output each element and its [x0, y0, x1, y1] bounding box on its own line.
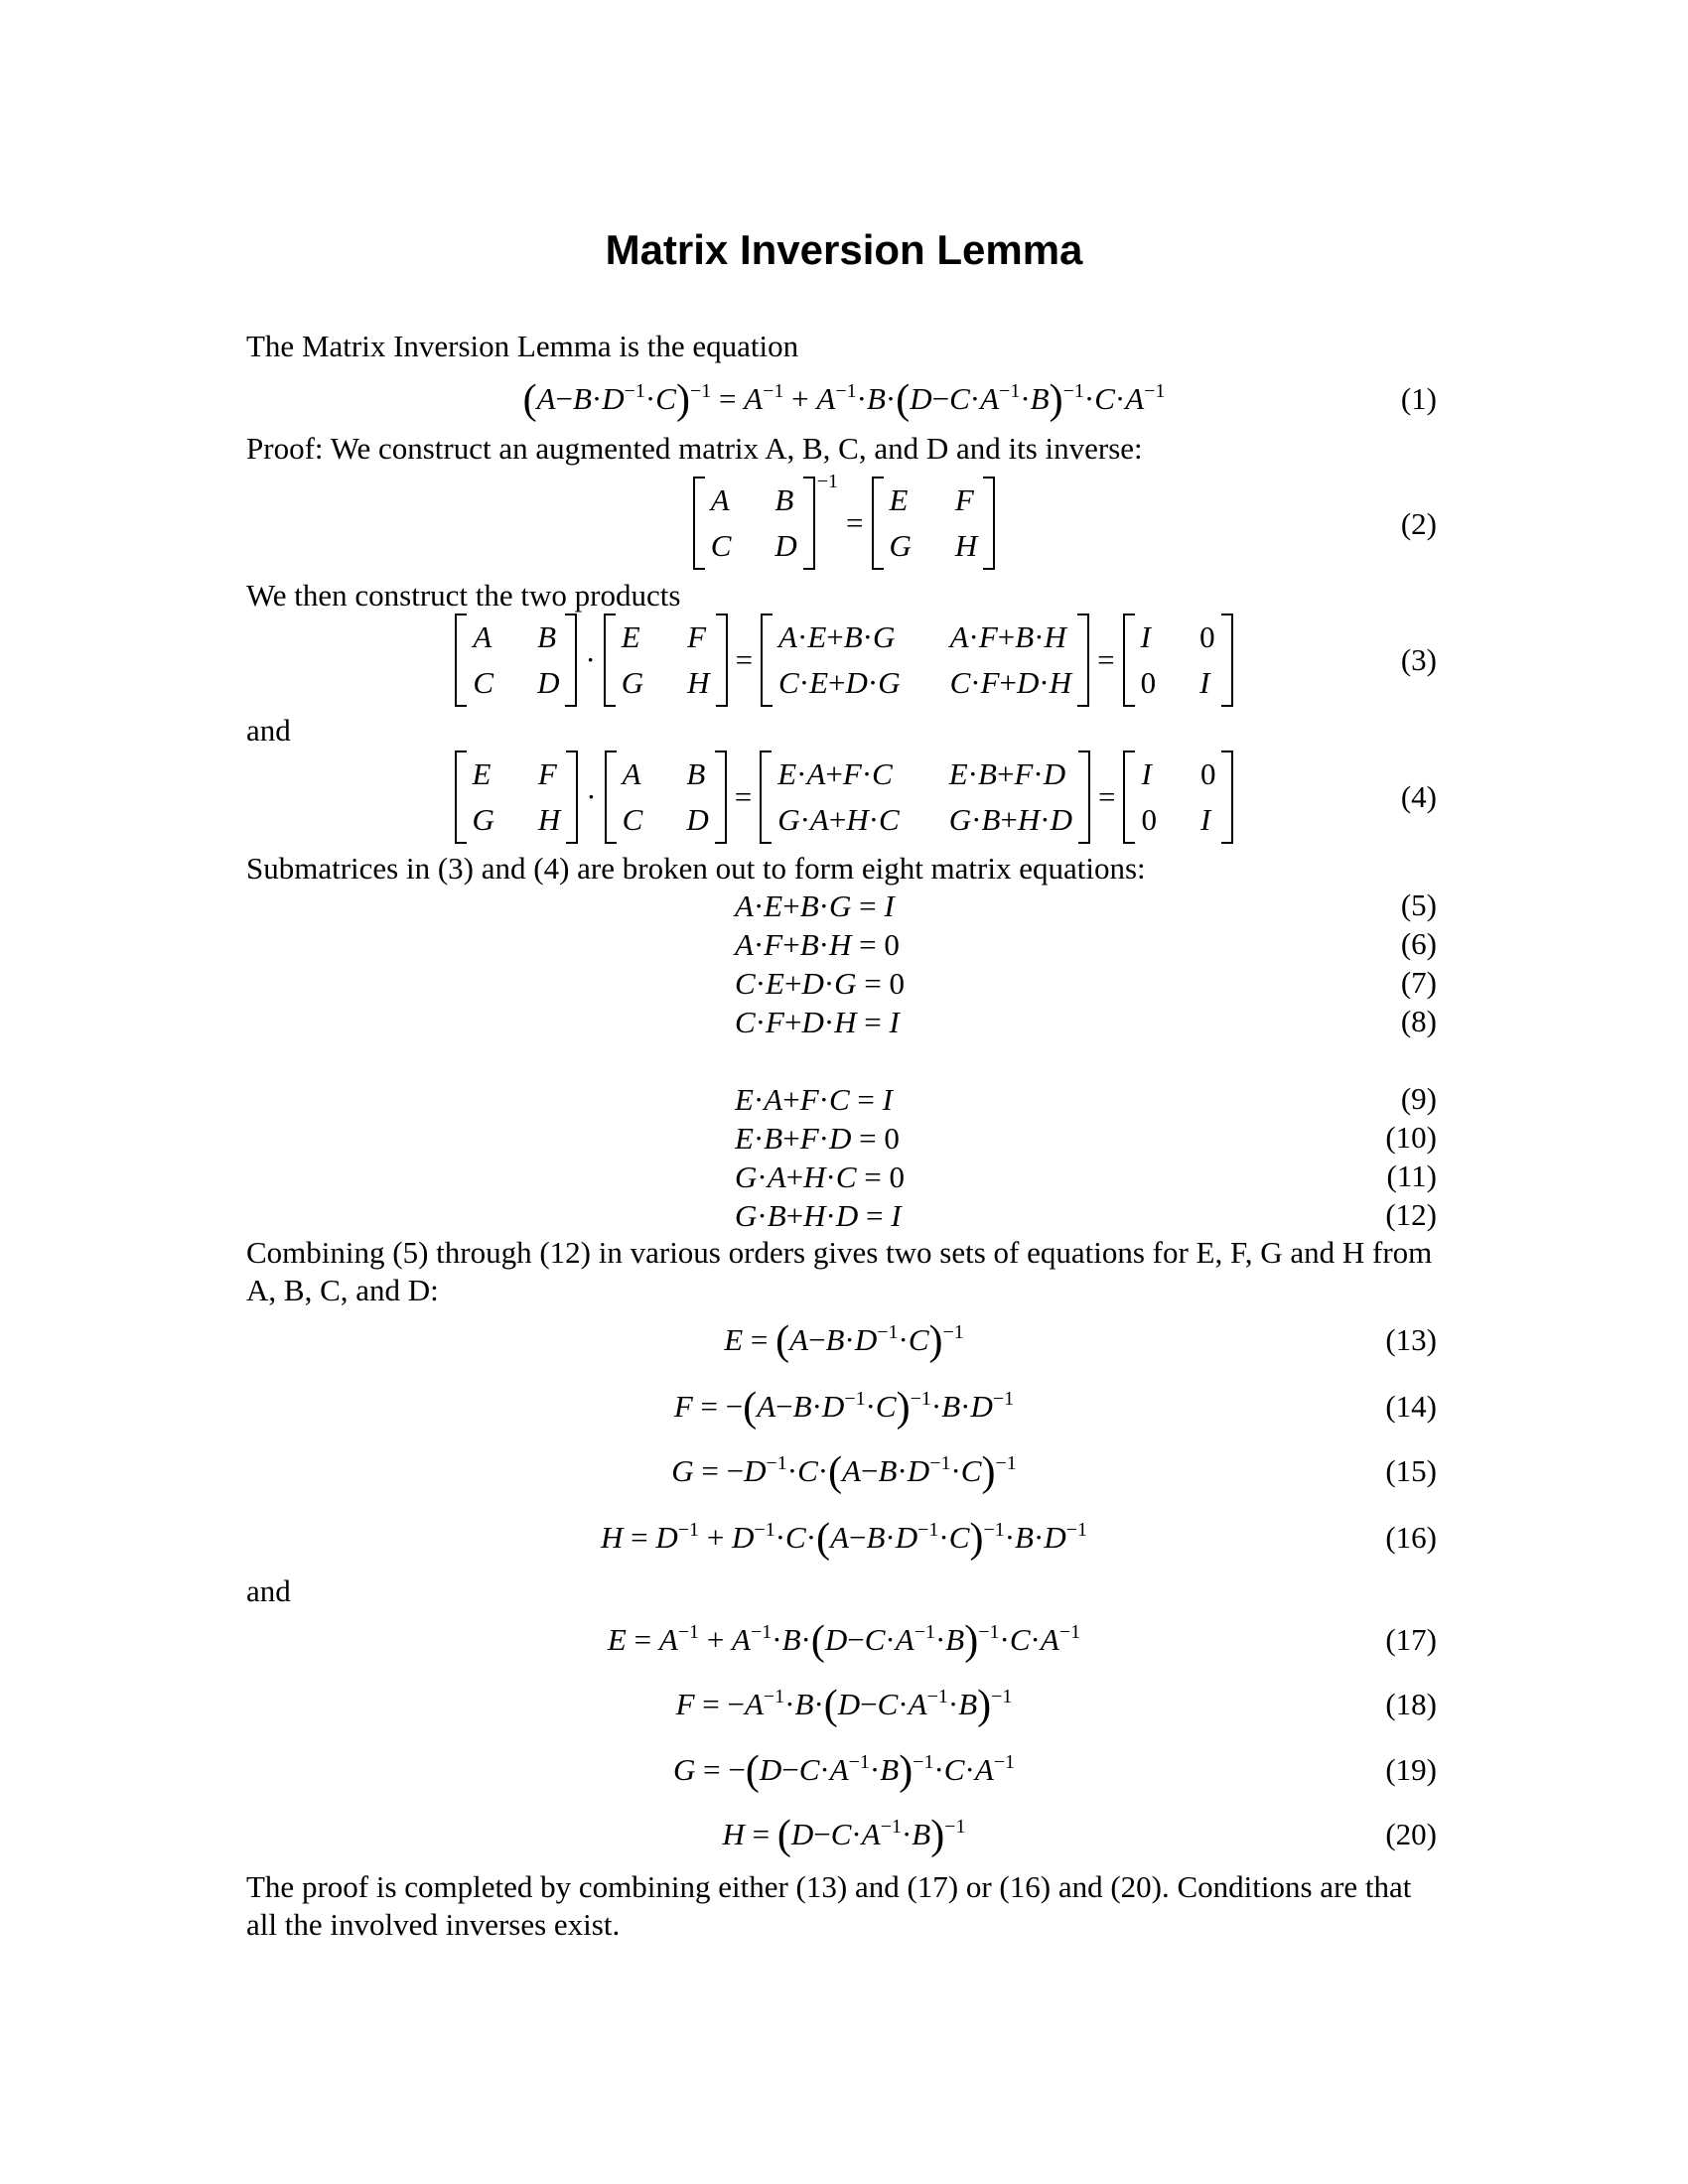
equation-7: C·E+D·G = 0 [735, 966, 906, 1001]
intro-text: The Matrix Inversion Lemma is the equation [246, 329, 799, 363]
equation-number: (19) [1385, 1752, 1437, 1787]
equation-number: (7) [1400, 965, 1437, 1000]
equation-number: (18) [1385, 1687, 1437, 1721]
matrix-efgh: E F G H [455, 751, 579, 844]
equation-17: $E = A^{-1} + A^{-1}\cdot B\cdot(D-C\cdot A^{-1}\cdot B)^{-1}\cdot C\cdot A^{-1}$ [607, 1618, 1081, 1664]
matrix-abcd: A B C D [455, 614, 577, 707]
equation-1: $(A-B\cdot D^{-1}\cdot C)^{-1} = A^{-1} + A^{-1}\cdot B\cdot(D-C\cdot A^{-1}\cdot B)^{-1}\cdot C\cdot A^{-1}$ [522, 377, 1166, 423]
equation-number: (5) [1400, 887, 1437, 922]
equation-16: $H = D^{-1} + D^{-1}\cdot C\cdot(A-B\cdot D^{-1}\cdot C)^{-1}\cdot B\cdot D^{-1}$ [601, 1516, 1087, 1562]
matrix-abcd: A B C D [693, 477, 815, 570]
identity-matrix: I 0 0 I [1123, 751, 1233, 844]
equation-number: (1) [1400, 381, 1437, 416]
identity-matrix: I 0 0 I [1123, 614, 1233, 707]
combining-text: Combining (5) through (12) in various orders gives two sets of equations for E, F, G and H from A, B, C, and D: [246, 1235, 1433, 1307]
equation-number: (20) [1385, 1817, 1437, 1851]
equation-14: $F = -(A-B\cdot D^{-1}\cdot C)^{-1}\cdot B\cdot D^{-1}$ [673, 1385, 1015, 1431]
equation-number: (15) [1385, 1453, 1437, 1488]
submatrices-text: Submatrices in (3) and (4) are broken out to form eight matrix equations: [246, 851, 1146, 886]
matrix-product: A·E+B·G A·F+B·H C·E+D·G C·F+D·H [761, 614, 1089, 707]
equation-11: G·A+H·C = 0 [735, 1160, 906, 1194]
equation-15: $G = -D^{-1}\cdot C\cdot(A-B\cdot D^{-1}\cdot C)^{-1}$ [671, 1449, 1017, 1495]
and-text: and [246, 1573, 291, 1608]
matrix-efgh: E F G H [872, 477, 996, 570]
matrix-product: E·A+F·C E·B+F·D G·A+H·C G·B+H·D [760, 751, 1090, 844]
equation-10: E·B+F·D = 0 [735, 1121, 900, 1156]
equation-2: A B C D −1 = E F G H [0, 477, 1688, 570]
and-text: and [246, 713, 291, 748]
equation-number: (8) [1400, 1004, 1437, 1038]
equation-number: (4) [1400, 779, 1437, 814]
products-text: We then construct the two products [246, 578, 681, 613]
equation-20: $H = (D-C\cdot A^{-1}\cdot B)^{-1}$ [722, 1813, 966, 1858]
equation-3: A B C D · E F G H = A·E+B·G A·F+B·H C·E+D·G C·F+D·H = I 0 0 I [0, 614, 1688, 707]
equation-number: (6) [1400, 926, 1437, 961]
page-title: Matrix Inversion Lemma [605, 226, 1083, 273]
matrix-efgh: E F G H [604, 614, 728, 707]
equation-number: (17) [1385, 1622, 1437, 1657]
equation-number: (12) [1385, 1197, 1437, 1232]
equation-number: (14) [1385, 1389, 1437, 1424]
equation-number: (3) [1400, 642, 1437, 677]
equation-6: A·F+B·H = 0 [735, 927, 900, 962]
equation-number: (10) [1385, 1120, 1437, 1155]
equation-number: (13) [1385, 1322, 1437, 1357]
equation-number: (9) [1400, 1081, 1437, 1116]
conclusion-text: The proof is completed by combining either (13) and (17) or (16) and (20). Conditions are that all the involved inverses exist. [246, 1869, 1412, 1942]
equation-19: $G = -(D-C\cdot A^{-1}\cdot B)^{-1}\cdot C\cdot A^{-1}$ [672, 1748, 1016, 1794]
equation-9: E·A+F·C = I [735, 1082, 893, 1117]
equation-12: G·B+H·D = I [735, 1198, 902, 1233]
equation-13: $E = (A-B\cdot D^{-1}\cdot C)^{-1}$ [724, 1318, 964, 1364]
equation-18: $F = -A^{-1}\cdot B\cdot(D-C\cdot A^{-1}\cdot B)^{-1}$ [675, 1683, 1013, 1728]
equation-number: (2) [1400, 506, 1437, 541]
matrix-abcd: A B C D [605, 751, 727, 844]
equation-number: (11) [1386, 1159, 1437, 1193]
equation-number: (16) [1385, 1520, 1437, 1555]
equation-8: C·F+D·H = I [735, 1005, 900, 1039]
equation-4: E F G H · A B C D = E·A+F·C E·B+F·D G·A+H·C G·B+H·D = I 0 0 I [0, 751, 1688, 844]
proof-text: Proof: We construct an augmented matrix A, B, C, and D and its inverse: [246, 431, 1143, 466]
equation-5: A·E+B·G = I [735, 888, 895, 923]
